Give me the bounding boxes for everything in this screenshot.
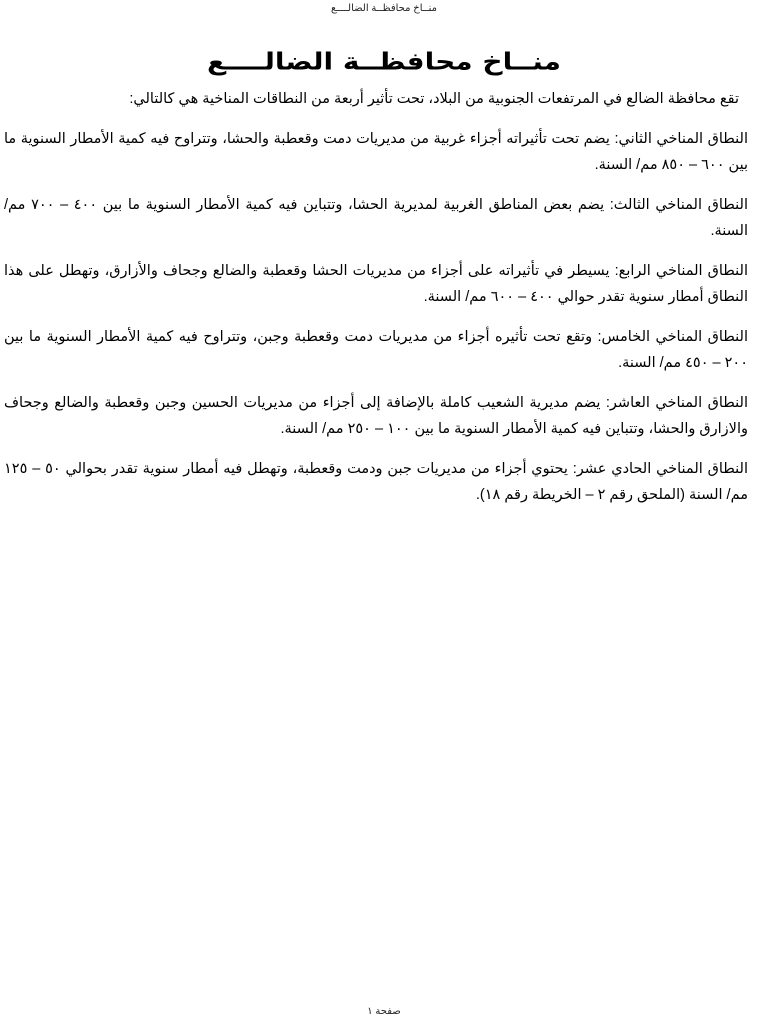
climate-zone-3-paragraph: النطاق المناخي الثالث: يضم بعض المناطق الغربية لمديرية الحشا، وتتباين فيه كمية الأمطار السنوية ما بين ٤٠٠ – ٧٠٠ مم/ السنة. <box>4 197 748 239</box>
document-title: منــاخ محافظــة الضالــــع <box>207 47 561 76</box>
running-header: منــاخ محافظــة الضالــــع <box>331 3 437 14</box>
climate-zone-11-paragraph: النطاق المناخي الحادي عشر: يحتوي أجزاء من مديريات جبن ودمت وقعطبة، وتهطل فيه أمطار سنوية تقدر بحوالي ٥٠ – ١٢٥ مم/ السنة (الملحق رقم ٢ – الخريطة رقم ١٨). <box>4 461 748 503</box>
climate-zone-5-paragraph: النطاق المناخي الخامس: وتقع تحت تأثيره أجزاء من مديريات دمت وقعطبة وجبن، وتتراوح فيه كمية الأمطار السنوية ما بين ٢٠٠ – ٤٥٠ مم/ السنة. <box>4 329 748 371</box>
climate-zone-2-paragraph: النطاق المناخي الثاني: يضم تحت تأثيراته أجزاء غربية من مديريات دمت وقعطبة والحشا، وتتراوح فيه كمية الأمطار السنوية ما بين ٦٠٠ – ٨٥٠ مم/ السنة. <box>4 131 748 173</box>
intro-paragraph: تقع محافظة الضالع في المرتفعات الجنوبية من البلاد، تحت تأثير أربعة من النطاقات المناخية هي كالتالي: <box>129 91 739 107</box>
climate-zone-4-paragraph: النطاق المناخي الرابع: يسيطر في تأثيراته على أجزاء من مديريات الحشا وقعطبة والضالع وجحاف والأزارق، وتهطل على هذا النطاق أمطار سنوية تقدر حوالي ٤٠٠ – ٦٠٠ مم/ السنة. <box>4 263 748 305</box>
page-number: صفحة ١ <box>367 1006 401 1017</box>
climate-zone-10-paragraph: النطاق المناخي العاشر: يضم مديرية الشعيب كاملة بالإضافة إلى أجزاء من مديريات الحسين وجبن وقعطبة والضالع وجحاف والازارق والحشا، وتتباين فيه كمية الأمطار السنوية ما بين ١٠٠ – ٢٥٠ مم/ السنة. <box>4 395 748 437</box>
document-body <box>4 86 748 522</box>
